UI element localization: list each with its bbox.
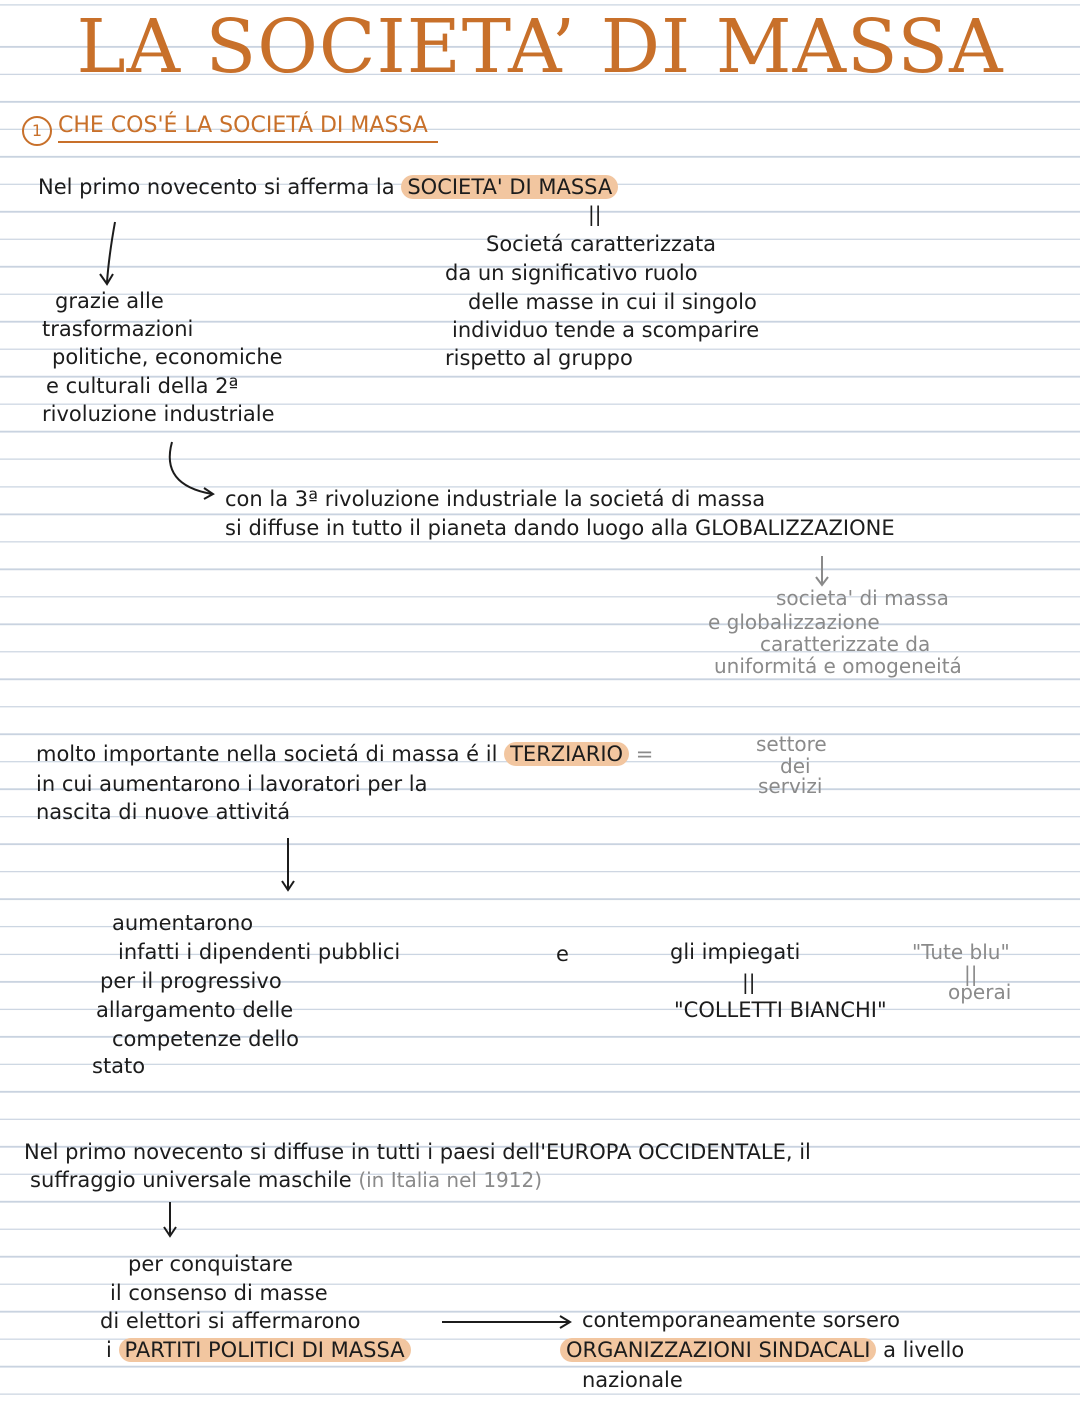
cause-line-3: politiche, economiche [52,345,283,369]
definition-line-4: individuo tende a scomparire [452,318,760,342]
globalization-note-3: caratterizzate da [760,632,931,656]
third-revolution-line-2: si diffuse in tutto il pianeta dando luogo alla GLOBALIZZAZIONE [225,516,895,540]
and-word: e [556,942,569,966]
blue-collar-label: "Tute blu" [912,940,1010,964]
unions-tail: a livello [883,1338,965,1362]
employees-equals: || [742,970,756,994]
globalization-note-1: societa' di massa [776,586,949,610]
employees-label: gli impiegati [670,940,801,964]
italy-note: (in Italia nel 1912) [358,1168,543,1192]
parties-line-3: di elettori si affermarono [100,1309,361,1333]
parties-prefix: i [106,1338,112,1362]
parties-line-2: il consenso di masse [110,1281,328,1305]
suffrage-line-1: Nel primo novecento si diffuse in tutti i paesi dell'EUROPA OCCIDENTALE, il [24,1140,811,1164]
cause-line-5: rivoluzione industriale [42,402,275,426]
cause-line-4: e culturali della 2ª [46,374,239,398]
unions-line-2 [560,1336,964,1364]
highlight-organizzazioni-sindacali: ORGANIZZAZIONI SINDACALI [560,1338,876,1362]
tertiary-text: molto importante nella societá di massa é il [36,742,498,766]
definition-line-1: Societá caratterizzata [486,232,717,256]
down-arrow-icon-3 [160,1200,180,1240]
section-heading: CHE COS'É LA SOCIETÁ DI MASSA [58,113,438,143]
definition-line-3: delle masse in cui il singolo [468,290,757,314]
highlight-societa-di-massa: SOCIETA' DI MASSA [401,175,618,199]
curved-arrow-icon [160,440,220,500]
parties-line-1: per conquistare [128,1252,293,1276]
tertiary-line-3: nascita di nuove attivitá [36,800,291,824]
public-line-6: stato [92,1054,146,1078]
suffrage-line-2 [30,1166,542,1194]
public-line-4: allargamento delle [96,998,294,1022]
workers-label: operai [948,980,1012,1004]
intro-text: Nel primo novecento si afferma la [38,175,395,199]
white-collar-label: "COLLETTI BIANCHI" [674,998,887,1022]
globalization-note-2: e globalizzazione [708,610,880,634]
public-line-5: competenze dello [112,1027,299,1051]
down-arrow-icon-2 [278,836,298,894]
definition-line-5: rispetto al gruppo [445,346,633,370]
highlight-partiti-politici: PARTITI POLITICI DI MASSA [119,1338,411,1362]
public-line-2: infatti i dipendenti pubblici [118,940,401,964]
tertiary-line-2: in cui aumentarono i lavoratori per la [36,772,428,796]
cause-line-1: grazie alle [55,289,164,313]
suffrage-text: suffraggio universale maschile [30,1168,352,1192]
public-line-3: per il progressivo [100,969,282,993]
right-arrow-icon [440,1312,575,1332]
sector-line-2: dei [780,754,811,778]
cause-line-2: trasformazioni [42,317,194,341]
page-title: LA SOCIETA’ DI MASSA [76,4,1004,90]
definition-line-2: da un significativo ruolo [445,261,698,285]
parties-line-4 [106,1336,411,1364]
tertiary-equals: = [635,742,654,766]
sector-line-3: servizi [758,774,823,798]
globalization-note-4: uniformitá e omogeneitá [714,654,962,678]
down-arrow-icon [95,220,135,290]
third-revolution-line-1: con la 3ª rivoluzione industriale la societá di massa [225,487,766,511]
sector-line-1: settore [756,732,827,756]
section-number: 1 [22,116,52,146]
equals-sign: || [588,202,602,226]
blue-collar-equals: || [964,962,978,986]
highlight-terziario: TERZIARIO [504,742,629,766]
intro-line [38,173,618,201]
unions-line-3: nazionale [582,1368,683,1392]
unions-line-1: contemporaneamente sorsero [582,1308,900,1332]
tertiary-line-1 [36,740,653,768]
public-line-1: aumentarono [112,911,254,935]
